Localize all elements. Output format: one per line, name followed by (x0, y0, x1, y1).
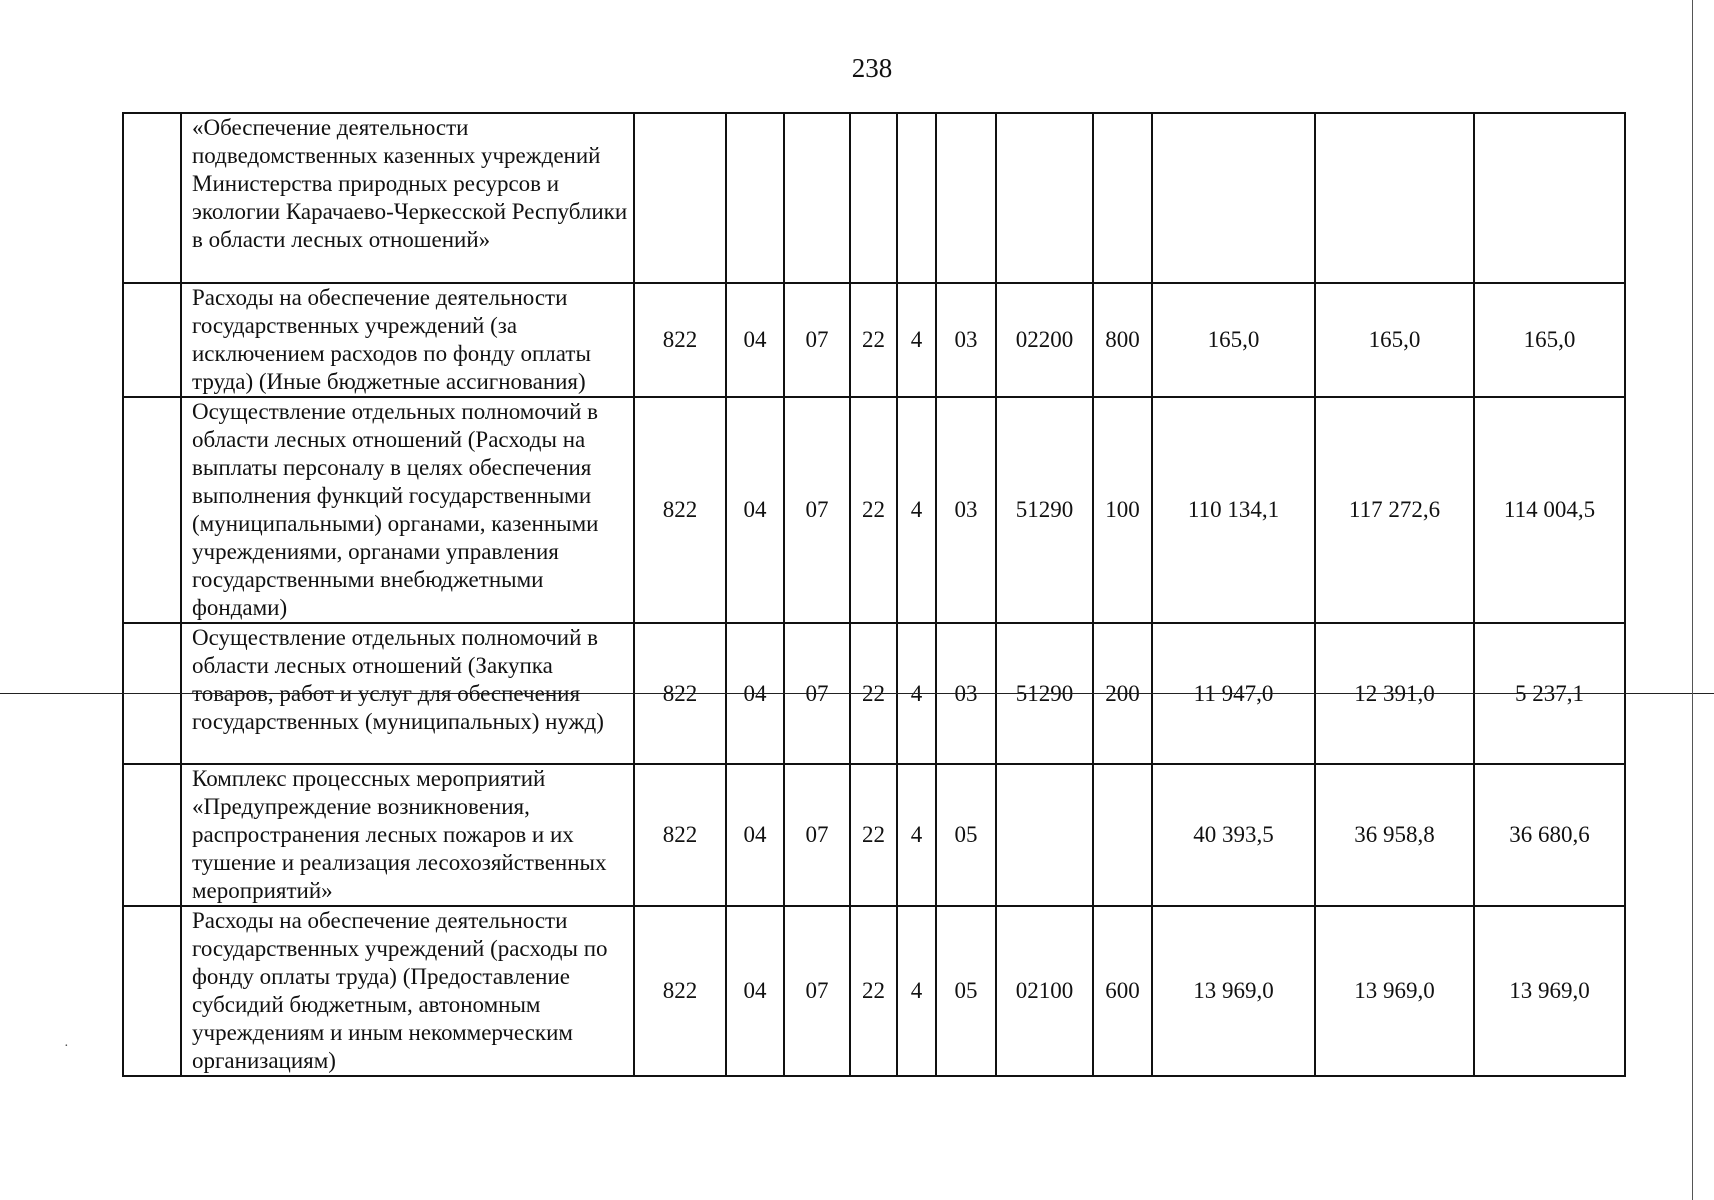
expense-kind-code: 800 (1093, 283, 1152, 397)
type-code: 4 (897, 397, 936, 623)
row-index-cell (123, 283, 181, 397)
table-row (123, 397, 1625, 623)
subsection-code: 07 (784, 283, 850, 397)
ministry-code (634, 113, 726, 283)
table-row (123, 906, 1625, 1076)
section-code: 04 (726, 764, 784, 906)
row-description: Комплекс процессных мероприятий «Предупреждение возникновения, распространения лесных пожаров и их тушение и реализация лесохозяйственных мероприятий» (181, 764, 634, 906)
row-index-cell (123, 397, 181, 623)
type-code: 4 (897, 906, 936, 1076)
subsection-code (784, 113, 850, 283)
subsection-code: 07 (784, 623, 850, 764)
budget-table (122, 112, 1626, 1077)
amount-year-2: 13 969,0 (1315, 906, 1474, 1076)
group-code: 03 (936, 623, 996, 764)
type-code (897, 113, 936, 283)
section-code: 04 (726, 623, 784, 764)
expense-kind-code: 600 (1093, 906, 1152, 1076)
item-code: 51290 (996, 623, 1093, 764)
amount-year-2: 165,0 (1315, 283, 1474, 397)
row-description: Осуществление отдельных полномочий в области лесных отношений (Закупка товаров, работ и услуг для обеспечения государственных (муниципальных) нужд) (181, 623, 634, 764)
group-code: 05 (936, 764, 996, 906)
program-code: 22 (850, 283, 897, 397)
group-code: 03 (936, 397, 996, 623)
ministry-code: 822 (634, 623, 726, 764)
program-code: 22 (850, 764, 897, 906)
amount-year-1: 13 969,0 (1152, 906, 1315, 1076)
row-description: Расходы на обеспечение деятельности государственных учреждений (расходы по фонду оплаты труда) (Предоставление субсидий бюджетным, автономным учреждениям и иным некоммерческим организациям) (181, 906, 634, 1076)
row-index-cell (123, 113, 181, 283)
program-code (850, 113, 897, 283)
ministry-code: 822 (634, 764, 726, 906)
amount-year-3 (1474, 113, 1625, 283)
section-code: 04 (726, 906, 784, 1076)
table-row (123, 764, 1625, 906)
item-code (996, 764, 1093, 906)
section-code: 04 (726, 397, 784, 623)
amount-year-2: 36 958,8 (1315, 764, 1474, 906)
item-code (996, 113, 1093, 283)
group-code: 05 (936, 906, 996, 1076)
table-row (123, 113, 1625, 283)
horizontal-rule (0, 693, 1714, 694)
group-code (936, 113, 996, 283)
item-code: 02100 (996, 906, 1093, 1076)
row-description: Расходы на обеспечение деятельности государственных учреждений (за исключением расходов по фонду оплаты труда) (Иные бюджетные ассигнования) (181, 283, 634, 397)
amount-year-1: 40 393,5 (1152, 764, 1315, 906)
subsection-code: 07 (784, 397, 850, 623)
amount-year-3: 36 680,6 (1474, 764, 1625, 906)
amount-year-3: 114 004,5 (1474, 397, 1625, 623)
ministry-code: 822 (634, 397, 726, 623)
ministry-code: 822 (634, 906, 726, 1076)
type-code: 4 (897, 764, 936, 906)
amount-year-1 (1152, 113, 1315, 283)
item-code: 02200 (996, 283, 1093, 397)
scan-speck-icon: · (64, 1039, 69, 1054)
amount-year-1: 11 947,0 (1152, 623, 1315, 764)
amount-year-3: 165,0 (1474, 283, 1625, 397)
expense-kind-code (1093, 764, 1152, 906)
table-row (123, 283, 1625, 397)
subsection-code: 07 (784, 764, 850, 906)
amount-year-1: 110 134,1 (1152, 397, 1315, 623)
amount-year-1: 165,0 (1152, 283, 1315, 397)
row-description: «Обеспечение деятельности подведомственных казенных учреждений Министерства природных ресурсов и экологии Карачаево-Черкесской Республики в области лесных отношений» (181, 113, 634, 283)
row-index-cell (123, 906, 181, 1076)
program-code: 22 (850, 906, 897, 1076)
section-code (726, 113, 784, 283)
amount-year-2: 117 272,6 (1315, 397, 1474, 623)
expense-kind-code: 200 (1093, 623, 1152, 764)
amount-year-2: 12 391,0 (1315, 623, 1474, 764)
section-code: 04 (726, 283, 784, 397)
expense-kind-code: 100 (1093, 397, 1152, 623)
group-code: 03 (936, 283, 996, 397)
expense-kind-code (1093, 113, 1152, 283)
type-code: 4 (897, 283, 936, 397)
page-edge-line (1692, 0, 1693, 1200)
amount-year-2 (1315, 113, 1474, 283)
amount-year-3: 13 969,0 (1474, 906, 1625, 1076)
subsection-code: 07 (784, 906, 850, 1076)
ministry-code: 822 (634, 283, 726, 397)
program-code: 22 (850, 397, 897, 623)
type-code: 4 (897, 623, 936, 764)
item-code: 51290 (996, 397, 1093, 623)
row-description: Осуществление отдельных полномочий в области лесных отношений (Расходы на выплаты персоналу в целях обеспечения выполнения функций государственными (муниципальными) органами, казенными учреждениями, органами управления государственными внебюджетными фондами) (181, 397, 634, 623)
program-code: 22 (850, 623, 897, 764)
page-number: 238 (851, 53, 893, 83)
row-index-cell (123, 764, 181, 906)
amount-year-3: 5 237,1 (1474, 623, 1625, 764)
